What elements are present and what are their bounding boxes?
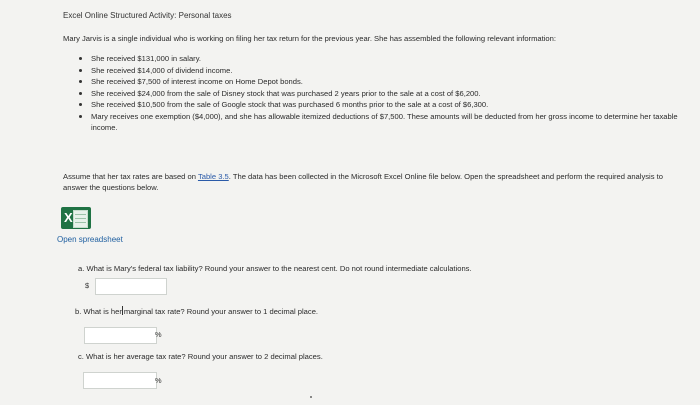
excel-letter: X — [64, 210, 73, 225]
list-item: She received $14,000 of dividend income. — [78, 65, 678, 77]
answer-b-input[interactable] — [84, 327, 157, 344]
assume-text-after: . The data has been collected in the Microsoft Excel Online file below. Open the spreadsheet and perform the required analysis to answer the questions below. — [63, 172, 663, 192]
list-item: She received $7,500 of interest income on Home Depot bonds. — [78, 76, 678, 88]
list-item: She received $10,500 from the sale of Google stock that was purchased 6 months prior to the sale at a cost of $6,300. — [78, 99, 678, 111]
info-list — [78, 53, 678, 134]
dollar-unit: $ — [85, 281, 90, 290]
list-item: She received $24,000 from the sale of Disney stock that was purchased 2 years prior to the sale at a cost of $6,200. — [78, 88, 678, 100]
question-a: a. What is Mary's federal tax liability? Round your answer to the nearest cent. Do not round intermediate calculations. — [78, 264, 472, 273]
list-item: Mary receives one exemption ($4,000), and she has allowable itemized deductions of $7,500. These amounts will be deducted from her gross income to determine her taxable income. — [78, 111, 678, 134]
question-b-before: b. What is her — [75, 307, 122, 316]
percent-unit: % — [155, 376, 162, 385]
assume-text — [63, 171, 673, 193]
assume-text-before: Assume that her tax rates are based on — [63, 172, 198, 181]
answer-c-input[interactable] — [83, 372, 157, 389]
list-item: She received $131,000 in salary. — [78, 53, 678, 65]
page-title: Excel Online Structured Activity: Personal taxes — [63, 11, 232, 20]
intro-text: Mary Jarvis is a single individual who is working on filing her tax return for the previous year. She has assembled the following relevant information: — [63, 34, 556, 43]
spreadsheet-grid-icon — [73, 210, 88, 228]
open-spreadsheet-link[interactable]: Open spreadsheet — [57, 235, 123, 244]
table-link[interactable]: Table 3.5 — [197, 172, 229, 181]
answer-a-input[interactable] — [95, 278, 167, 295]
excel-icon[interactable] — [61, 207, 91, 229]
question-b — [75, 306, 318, 316]
question-c: c. What is her average tax rate? Round your answer to 2 decimal places. — [78, 352, 323, 361]
question-b-after: marginal tax rate? Round your answer to 1 decimal place. — [123, 307, 319, 316]
stray-dot — [310, 396, 312, 398]
percent-unit: % — [155, 330, 162, 339]
